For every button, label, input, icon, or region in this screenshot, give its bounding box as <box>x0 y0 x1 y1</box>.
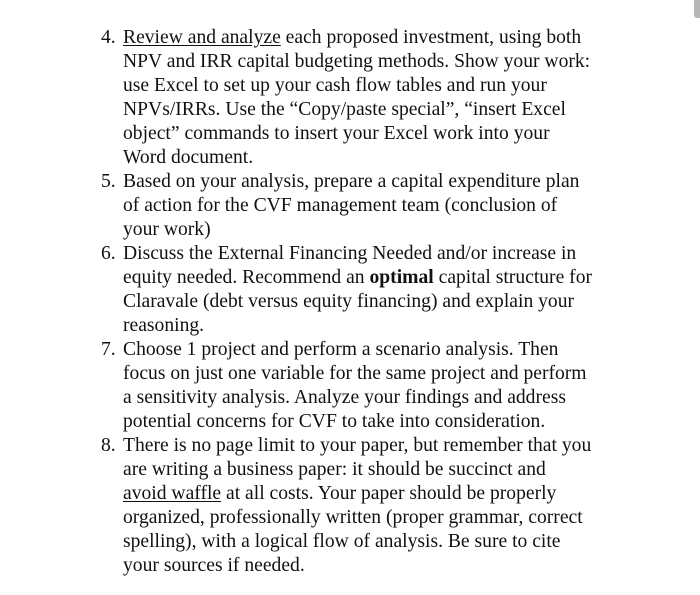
list-item-4 <box>0 26 700 170</box>
underlined-phrase: avoid waffle <box>123 483 222 504</box>
text-line: a sensitivity analysis. Analyze your findings and address <box>123 387 566 408</box>
bold-word: optimal <box>369 267 434 288</box>
text-line: Discuss the External Financing Needed and/or increase in <box>123 243 577 264</box>
item-number: 7. <box>101 339 116 360</box>
list-item-6 <box>0 242 700 338</box>
scroll-indicator <box>694 0 700 18</box>
text-line: Choose 1 project and perform a scenario analysis. Then <box>123 339 559 360</box>
text-line: There is no page limit to your paper, but remember that you <box>123 435 592 456</box>
list-item-8 <box>0 434 700 578</box>
text-line: Based on your analysis, prepare a capital expenditure plan <box>123 171 580 192</box>
text-line: Claravale (debt versus equity financing) and explain your <box>123 291 575 312</box>
text-line: focus on just one variable for the same project and perform <box>123 363 587 384</box>
text-line: your sources if needed. <box>123 555 305 576</box>
instruction-list <box>0 26 700 578</box>
text-line: your work) <box>123 219 211 240</box>
text-line: reasoning. <box>123 315 205 336</box>
text-line: organized, professionally written (proper grammar, correct <box>123 507 583 528</box>
text-line: equity needed. Recommend an optimal capital structure for <box>123 267 593 288</box>
text-line: use Excel to set up your cash flow tables and run your <box>123 75 547 96</box>
item-number: 8. <box>101 435 116 456</box>
text-line: of action for the CVF management team (conclusion of <box>123 195 558 216</box>
text-line: are writing a business paper: it should be succinct and <box>123 459 546 480</box>
text-line: avoid waffle at all costs. Your paper should be properly <box>123 483 557 504</box>
underlined-phrase: Review and analyze <box>123 27 281 48</box>
text-line: Word document. <box>123 147 254 168</box>
item-number: 4. <box>101 27 116 48</box>
text-line: spelling), with a logical flow of analysis. Be sure to cite <box>123 531 561 552</box>
text-line: potential concerns for CVF to take into consideration. <box>123 411 546 432</box>
list-item-7 <box>0 338 700 434</box>
text-line: NPVs/IRRs. Use the “Copy/paste special”, “insert Excel <box>123 99 566 120</box>
text-line: object” commands to insert your Excel work into your <box>123 123 550 144</box>
item-number: 5. <box>101 171 116 192</box>
list-item-5 <box>0 170 700 242</box>
text-line: Review and analyze each proposed investment, using both <box>123 27 582 48</box>
item-number: 6. <box>101 243 116 264</box>
text-line: NPV and IRR capital budgeting methods. Show your work: <box>123 51 591 72</box>
